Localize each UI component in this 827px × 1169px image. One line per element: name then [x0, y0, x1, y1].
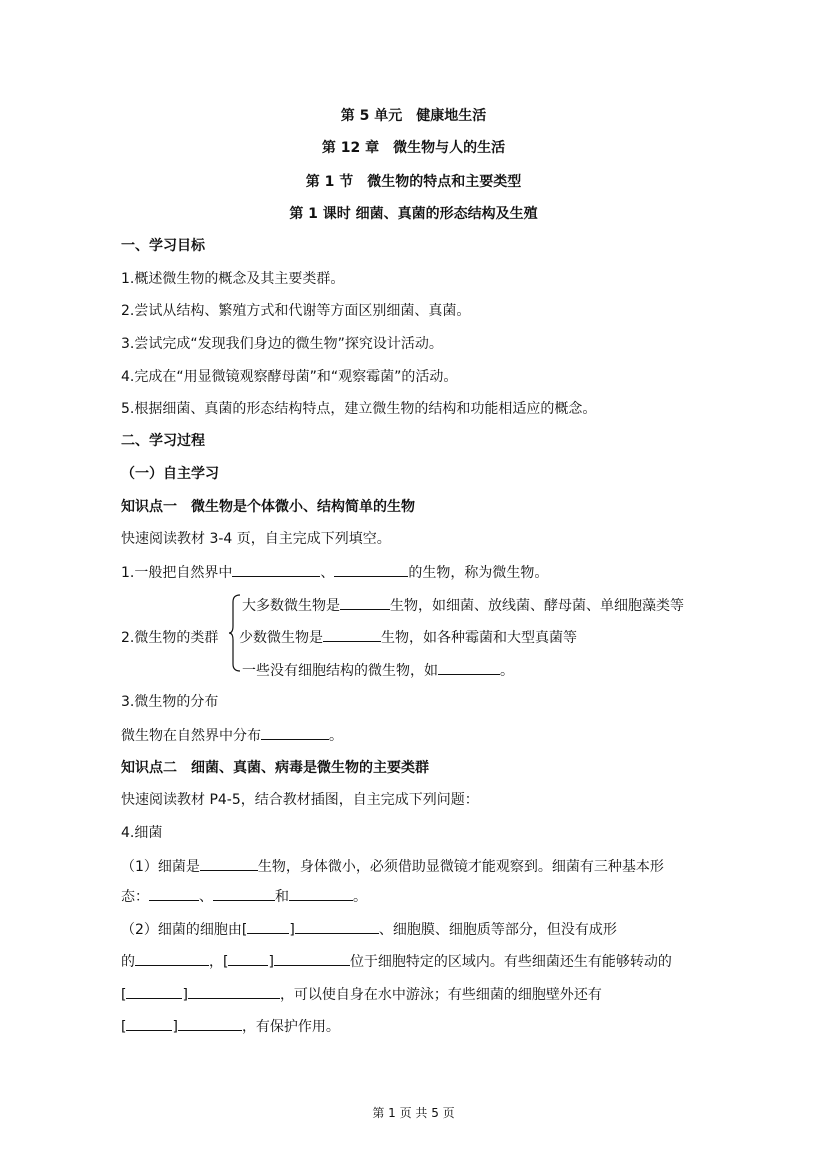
blank-1a[interactable]	[232, 562, 320, 577]
question-2-line-1	[242, 595, 684, 616]
question-4-p2-line2	[121, 951, 672, 972]
blank-4l[interactable]	[126, 1016, 172, 1031]
knowledge-point-2-intro: 快速阅读教材 P4-5，结合教材插图，自主完成下列问题：	[121, 792, 479, 808]
blank-4h[interactable]	[228, 951, 268, 966]
question-4-p2-line3	[121, 984, 602, 1005]
lesson-title: 第 1 课时 细菌、真菌的形态结构及生殖	[289, 206, 538, 222]
p2-bracket-3: [	[121, 987, 127, 1003]
blank-4k[interactable]	[188, 984, 280, 999]
question-3-end: 。	[329, 728, 343, 744]
self-study-heading: （一）自主学习	[121, 466, 219, 482]
p2-bracket-5: [	[121, 1019, 127, 1035]
blank-2c[interactable]	[438, 660, 500, 675]
blank-1b[interactable]	[334, 562, 408, 577]
objective-item: 4.完成在“用显微镜观察酵母菌”和“观察霉菌”的活动。	[121, 369, 458, 385]
knowledge-point-1-intro: 快速阅读教材 3-4 页，自主完成下列填空。	[121, 531, 391, 547]
p1-sep-2: 和	[275, 889, 289, 905]
objective-item: 2.尝试从结构、繁殖方式和代谢等方面区别细菌、真菌。	[121, 303, 471, 319]
question-4-p2-line4	[121, 1016, 340, 1037]
p2-bracket-4: ]	[182, 987, 188, 1003]
question-3-title: 3.微生物的分布	[121, 694, 219, 710]
objective-item: 5.根据细菌、真菌的形态结构特点，建立微生物的结构和功能相适应的概念。	[121, 401, 597, 417]
p1-end: 。	[353, 889, 367, 905]
line-2-text: 少数微生物是	[239, 630, 323, 646]
blank-2a[interactable]	[340, 595, 390, 610]
question-1-text: 1.一般把自然界中	[121, 565, 233, 581]
page-footer: 第 1 页 共 5 页	[372, 1106, 455, 1120]
blank-3[interactable]	[261, 725, 329, 740]
knowledge-point-1-title: 知识点一 微生物是个体微小、结构简单的生物	[121, 499, 415, 515]
question-4-p1-line2	[121, 886, 367, 907]
question-4-p1-line1	[121, 856, 664, 877]
blank-4g[interactable]	[135, 951, 209, 966]
line-3-end: 。	[500, 663, 514, 679]
chapter-title: 第 12 章 微生物与人的生活	[321, 140, 506, 156]
question-4-title: 4.细菌	[121, 825, 163, 841]
line-3-text: 一些没有细胞结构的微生物，如	[242, 663, 438, 679]
question-2-line-2	[239, 627, 577, 648]
unit-title: 第 5 单元 健康地生活	[340, 108, 487, 124]
p2-text-3: 的	[121, 954, 135, 970]
blank-4i[interactable]	[274, 951, 350, 966]
p1-text-2: 生物，身体微小，必须借助显微镜才能观察到。细菌有三种基本形	[257, 859, 664, 875]
p2-bracket-2: ]	[268, 954, 274, 970]
question-1	[121, 562, 548, 583]
blank-4f[interactable]	[295, 919, 379, 934]
p2-text-4: ，[	[209, 954, 229, 970]
p2-bracket-6: ]	[172, 1019, 178, 1035]
question-2-label: 2.微生物的类群	[121, 630, 219, 646]
question-3-text: 微生物在自然界中分布	[121, 728, 261, 744]
line-1-text: 大多数微生物是	[242, 598, 340, 614]
process-heading: 二、学习过程	[121, 433, 205, 449]
question-2-line-3	[242, 660, 514, 681]
p2-text-6: ，可以使自身在水中游泳；有些细菌的细胞壁外还有	[279, 987, 602, 1003]
line-1-end: 生物，如细菌、放线菌、酵母菌、单细胞藻类等	[390, 598, 684, 614]
knowledge-point-2-title: 知识点二 细菌、真菌、病毒是微生物的主要类群	[121, 760, 429, 776]
p1-text-3: 态：	[121, 889, 149, 905]
objective-item: 3.尝试完成“发现我们身边的微生物”探究设计活动。	[121, 336, 443, 352]
question-1-sep: 、	[320, 565, 335, 581]
p2-text-5: 位于细胞特定的区域内。有些细菌还生有能够转动的	[349, 954, 672, 970]
p2-bracket: ]	[289, 922, 295, 938]
objective-item: 1.概述微生物的概念及其主要类群。	[121, 271, 345, 287]
blank-4j[interactable]	[126, 984, 182, 999]
p2-text: （2）细菌的细胞由[	[121, 922, 248, 938]
blank-2b[interactable]	[323, 627, 381, 642]
p2-end: ，有保护作用。	[241, 1019, 340, 1035]
section-title: 第 1 节 微生物的特点和主要类型	[305, 174, 522, 190]
p1-sep-1: 、	[199, 889, 213, 905]
p2-text-2: 、细胞膜、细胞质等部分，但没有成形	[378, 922, 617, 938]
objectives-heading: 一、学习目标	[121, 238, 205, 254]
blank-4d[interactable]	[289, 886, 353, 901]
line-2-end: 生物，如各种霉菌和大型真菌等	[381, 630, 577, 646]
question-4-p2-line1	[121, 919, 617, 940]
p1-text: （1）细菌是	[121, 859, 200, 875]
blank-4b[interactable]	[149, 886, 199, 901]
blank-4a[interactable]	[200, 856, 258, 871]
blank-4c[interactable]	[213, 886, 275, 901]
blank-4e[interactable]	[247, 919, 289, 934]
blank-4m[interactable]	[178, 1016, 242, 1031]
question-3	[121, 725, 343, 746]
question-1-end: 的生物，称为微生物。	[408, 565, 549, 581]
